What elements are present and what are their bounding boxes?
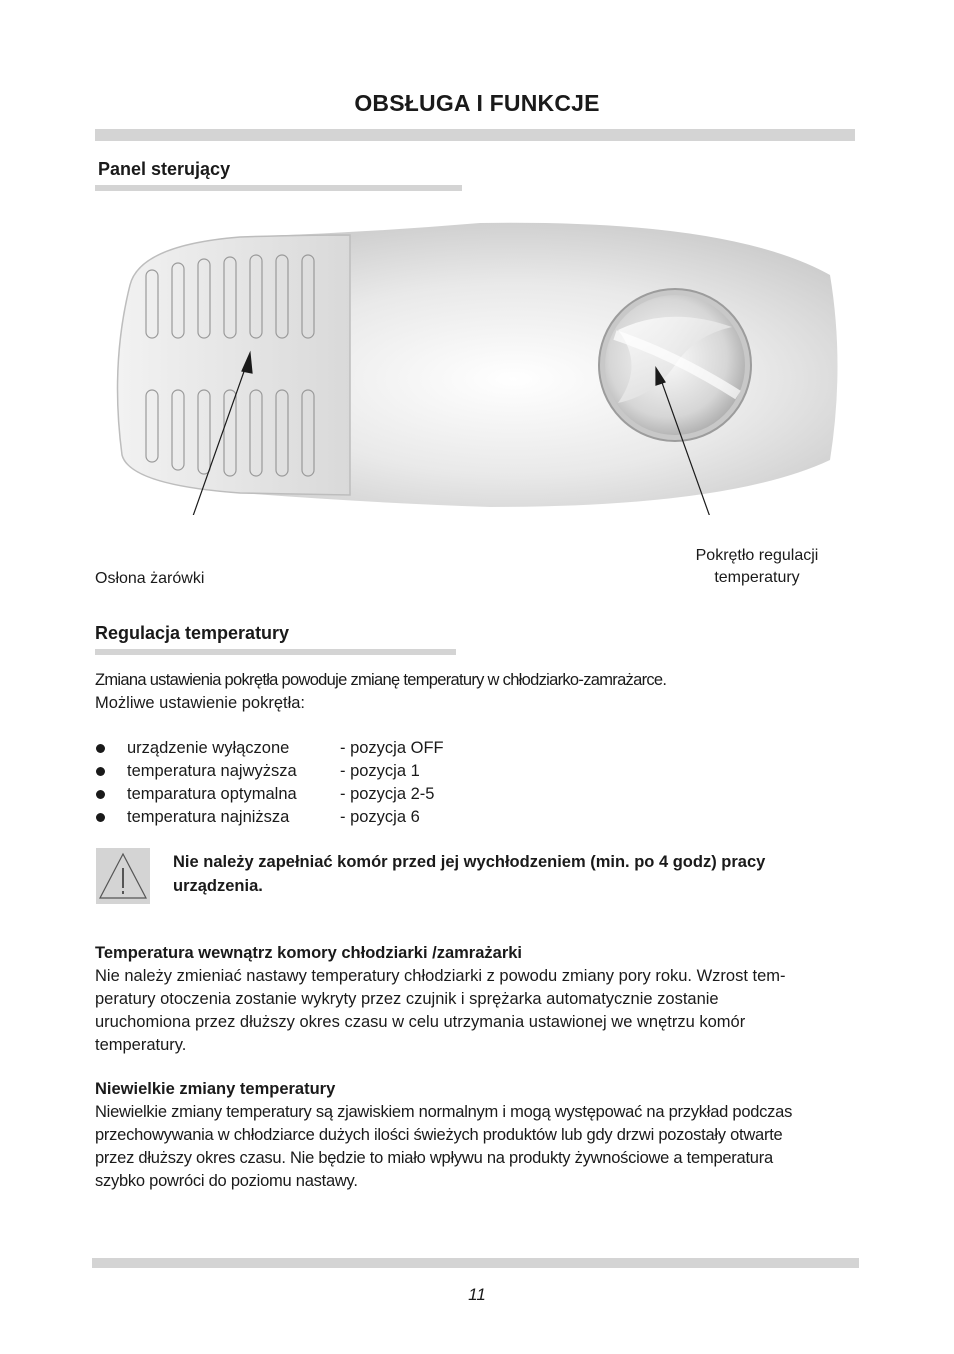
warning-line1: Nie należy zapełniać komór przed jej wychłodzeniem (min. po 4 godz) pracy xyxy=(173,853,766,871)
list-item xyxy=(95,806,444,829)
setting-position: - pozycja 2-5 xyxy=(340,785,435,803)
small-changes-heading: Niewielkie zmiany temperatury xyxy=(95,1080,336,1098)
internal-temp-heading: Temperatura wewnątrz komory chłodziarki /zamrażarki xyxy=(95,944,523,962)
paragraph-line: Nie należy zmieniać nastawy temperatury chłodziarki z powodu zmiany pory roku. Wzrost tem- xyxy=(95,967,786,985)
footer-divider xyxy=(92,1258,859,1268)
regulation-intro-line2: Możliwe ustawienie pokrętła: xyxy=(95,694,306,712)
list-item xyxy=(95,737,444,760)
paragraph-line: przez dłuższy okres czasu. Nie będzie to miało wpływu na produkty żywnościowe a temperatura xyxy=(95,1149,773,1167)
internal-temp-paragraph xyxy=(95,965,786,1057)
bullet-icon xyxy=(96,767,105,776)
label-knob-line1: Pokrętło regulacji xyxy=(695,547,819,564)
paragraph-line: przechowywania w chłodziarce dużych ilości świeżych produktów lub gdy drzwi pozostały otwarte xyxy=(95,1126,783,1144)
paragraph-line: szybko powróci do poziomu nastawy. xyxy=(95,1172,358,1190)
warning-message xyxy=(173,850,765,898)
label-knob-line2: temperatury xyxy=(714,569,800,586)
bullet-icon xyxy=(96,744,105,753)
panel-heading: Panel sterujący xyxy=(98,159,231,179)
panel-heading-underline xyxy=(95,185,462,191)
warning-line2: urządzenia. xyxy=(173,877,263,895)
list-item xyxy=(95,760,444,783)
setting-label: temparatura optymalna xyxy=(127,785,297,803)
bullet-icon xyxy=(96,813,105,822)
regulation-intro-line1: Zmiana ustawienia pokrętła powoduje zmianę temperatury w chłodziarko-zamrażarce. xyxy=(95,671,667,689)
setting-label: temperatura najwyższa xyxy=(127,762,297,780)
regulation-heading-underline xyxy=(95,649,456,655)
paragraph-line: peratury otoczenia zostanie wykryty przez czujnik i sprężarka automatycznie zostanie xyxy=(95,990,719,1008)
setting-position: - pozycja 1 xyxy=(340,762,420,780)
page-number: 11 xyxy=(468,1285,486,1304)
paragraph-line: uruchomiona przez dłuższy okres czasu w celu utrzymania ustawionej we wnętrzu komór xyxy=(95,1013,746,1031)
setting-position: - pozycja OFF xyxy=(340,739,444,757)
page-title: OBSŁUGA I FUNKCJE xyxy=(354,90,600,116)
paragraph-line: Niewielkie zmiany temperatury są zjawiskiem normalnym i mogą występować na przykład podczas xyxy=(95,1103,793,1121)
title-divider xyxy=(95,129,855,141)
bullet-icon xyxy=(96,790,105,799)
label-bulb-cover: Osłona żarówki xyxy=(95,570,205,587)
control-panel-illustration xyxy=(110,215,850,515)
warning-icon xyxy=(96,848,150,904)
label-knob xyxy=(667,545,847,589)
bulb-cover xyxy=(118,235,351,495)
settings-list xyxy=(95,737,444,829)
regulation-heading: Regulacja temperatury xyxy=(95,623,290,643)
setting-label: urządzenie wyłączone xyxy=(127,739,290,757)
setting-position: - pozycja 6 xyxy=(340,808,420,826)
small-changes-paragraph xyxy=(95,1101,792,1193)
list-item xyxy=(95,783,444,806)
setting-label: temperatura najniższa xyxy=(127,808,290,826)
paragraph-line: temperatury. xyxy=(95,1036,187,1054)
